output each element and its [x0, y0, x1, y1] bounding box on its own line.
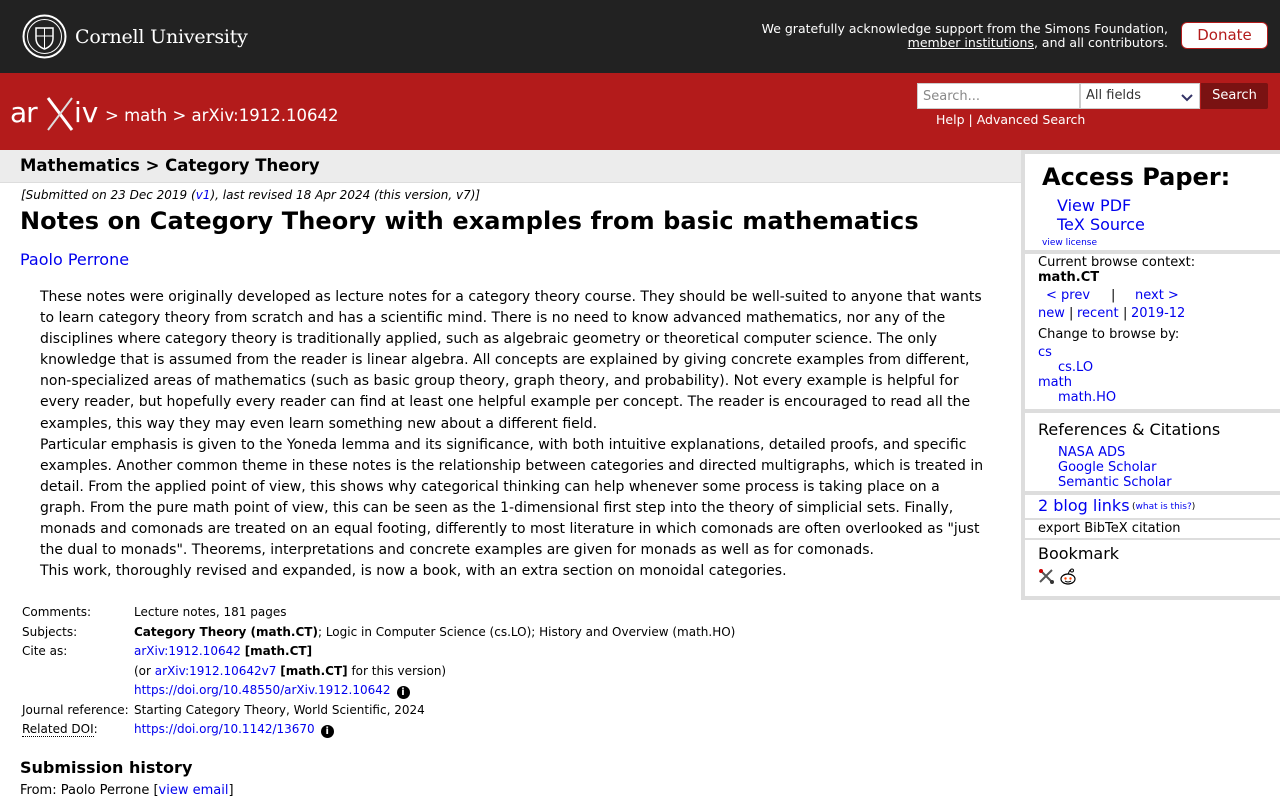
related-doi-abbr: Related DOI — [22, 722, 94, 736]
help-link[interactable]: Help — [936, 112, 965, 127]
browse-math-link[interactable]: math — [1038, 375, 1072, 390]
context-label: Current browse context: — [1038, 255, 1196, 270]
donate-button[interactable]: Donate — [1181, 22, 1268, 49]
empty-cell — [20, 664, 132, 684]
google-scholar-link[interactable]: Google Scholar — [1058, 460, 1157, 475]
bookmark-box — [1025, 540, 1280, 596]
colon: : — [93, 722, 98, 736]
cite-label: Cite as: — [22, 644, 68, 658]
metadata-table — [20, 605, 737, 742]
blog-links-box — [1025, 495, 1280, 518]
journal-label: Journal reference: — [22, 702, 129, 717]
related-doi-value — [132, 722, 737, 742]
cornell-logo[interactable] — [22, 14, 248, 59]
paper-title: Notes on Category Theory with examples from basic mathematics — [20, 207, 919, 235]
search-field-select[interactable] — [1080, 83, 1200, 109]
search-field-value: All fields — [1086, 88, 1142, 103]
blog-what-is-this: (what is this?) — [1132, 502, 1196, 512]
metadata-row-comments — [20, 605, 737, 625]
bibtex-box — [1025, 520, 1280, 538]
abstract-paragraph: Particular emphasis is given to the Yoneda lemma and its significance, with both intuitive explanations, detailed proofs, and specific examples. Another common theme in these notes is the relationship between categories and directed multigraphs, which is treated in detail. From the applied point of view, this shows why categorical thinking can help whenever some process is taking place on a graph. From the pure math point of view, this can be seen as the 1-dimensional first step into the theory of simplicial sets. Finally, monads and comonads are treated on an equal footing, differently to most literature in which comonads are often overlooked as "just the dual to monads". Theorems, interpretations and concrete examples are given for monads as well as for comonads. — [40, 436, 984, 559]
chevron-down-icon — [1181, 87, 1193, 111]
secondary-subjects: ; Logic in Computer Science (cs.LO); History and Overview (math.HO) — [317, 624, 736, 639]
view-license-link[interactable]: view license — [1042, 238, 1098, 248]
cite-value — [132, 644, 737, 664]
cite-id-link[interactable]: arXiv:1912.10642 — [134, 644, 241, 658]
cornell-wordmark: Cornell University — [75, 25, 248, 48]
cite-version-link[interactable]: arXiv:1912.10642v7 — [154, 663, 277, 678]
breadcrumb-separator: > — [105, 106, 119, 125]
metadata-row-journal — [20, 703, 737, 723]
submission-dateline — [21, 188, 480, 202]
journal-value: Starting Category Theory, World Scientific, 2024 — [134, 702, 425, 717]
nasa-ads-link[interactable]: NASA ADS — [1058, 445, 1126, 460]
arxiv-logo-icon[interactable] — [10, 94, 102, 134]
sidebar — [1021, 150, 1280, 600]
abstract-paragraph: These notes were originally developed as lecture notes for a category theory course. They should be well-suited to anyone that wants to learn category theory from scratch and has a scientific mind. There is no need to know advanced mathematics, nor any of the disciplines where category theory is traditionally applied, such as algebraic geometry or theoretical computer science. The only knowledge that is assumed from the reader is linear algebra. All concepts are explained by giving concrete examples from different, non-specialized areas of mathematics (such as basic group theory, graph theory, and probability). Not every example is helpful for every reader, but hopefully every reader can find at least one helpful example per concept. The reader is encouraged to read all the examples, this way they may even learn something new about a different field. — [40, 289, 982, 432]
view-email-link[interactable]: view email — [158, 783, 229, 798]
references-box — [1025, 413, 1280, 491]
category-subheader — [0, 150, 1021, 183]
semantic-scholar-link[interactable]: Semantic Scholar — [1058, 475, 1172, 490]
separator: | — [968, 112, 973, 127]
related-doi-label — [20, 722, 132, 742]
context-value: math.CT — [1038, 270, 1100, 285]
search-input[interactable] — [917, 83, 1080, 109]
new-link[interactable]: new — [1038, 306, 1065, 321]
from-text: From: Paolo Perrone [ — [20, 783, 159, 798]
comments-value: Lecture notes, 181 pages — [134, 605, 287, 619]
doi-value — [132, 683, 737, 703]
separator: | — [1111, 288, 1116, 303]
support-tail: , and all contributors. — [1033, 35, 1168, 50]
version-v1-link[interactable]: v1 — [195, 188, 211, 202]
browse-cs-link[interactable]: cs — [1038, 345, 1052, 360]
references-heading: References & Citations — [1038, 420, 1221, 439]
export-bibtex-link[interactable]: export BibTeX citation — [1038, 521, 1181, 536]
top-bar — [0, 0, 1280, 73]
reddit-icon[interactable] — [1059, 568, 1077, 586]
bookmark-icons — [1038, 568, 1077, 586]
help-links — [936, 112, 1085, 127]
primary-subject: Category Theory (math.CT) — [134, 624, 318, 639]
info-icon[interactable]: i — [397, 686, 410, 699]
browse-math-ho-link[interactable]: math.HO — [1058, 390, 1117, 405]
dateline-text: ), last revised 18 Apr 2024 (this version, v7)] — [210, 188, 481, 202]
next-link[interactable]: next > — [1135, 288, 1179, 303]
metadata-row-cite-version — [20, 664, 737, 684]
breadcrumb-math[interactable]: math — [124, 106, 168, 125]
tex-source-link[interactable]: TeX Source — [1057, 215, 1145, 234]
separator: | — [1069, 306, 1074, 321]
cite-category: [math.CT] — [280, 663, 348, 678]
breadcrumb-paper-id: arXiv:1912.10642 — [191, 106, 339, 125]
cite-version — [132, 664, 737, 684]
view-pdf-link[interactable]: View PDF — [1057, 196, 1132, 215]
info-icon[interactable]: i — [321, 725, 334, 738]
arxiv-header — [0, 73, 1280, 150]
access-paper-heading: Access Paper: — [1042, 163, 1231, 191]
recent-link[interactable]: recent — [1077, 306, 1119, 321]
metadata-row-cite — [20, 644, 737, 664]
prev-link[interactable]: < prev — [1046, 288, 1091, 303]
change-browse-label: Change to browse by: — [1038, 327, 1180, 342]
author-link[interactable]: Paolo Perrone — [20, 250, 130, 269]
submission-history-from — [20, 783, 234, 798]
subjects-label: Subjects: — [22, 624, 78, 639]
cite-for-version: for this version) — [351, 663, 447, 678]
advanced-search-link[interactable]: Advanced Search — [976, 112, 1086, 127]
blog-links-link[interactable]: 2 blog links — [1038, 496, 1130, 515]
related-doi-link[interactable]: https://doi.org/10.1142/13670 — [134, 722, 315, 736]
member-institutions-link[interactable]: member institutions — [907, 35, 1034, 50]
browse-context-box — [1025, 254, 1280, 409]
cornell-seal-icon — [22, 14, 67, 59]
what-is-this-link[interactable]: what is this? — [1135, 502, 1192, 512]
doi-link[interactable]: https://doi.org/10.48550/arXiv.1912.10642 — [134, 683, 391, 697]
abstract-paragraph: This work, thoroughly revised and expanded, is now a book, with an extra section on monoidal categories. — [40, 563, 787, 580]
metadata-row-doi — [20, 683, 737, 703]
category-title: Mathematics > Category Theory — [20, 156, 320, 175]
bibsonomy-icon[interactable] — [1038, 568, 1055, 584]
month-link[interactable]: 2019-12 — [1131, 306, 1186, 321]
svg-text:ar: ar — [10, 96, 37, 129]
abstract — [40, 287, 985, 582]
dateline-text: [Submitted on 23 Dec 2019 ( — [21, 188, 196, 202]
breadcrumb — [105, 106, 338, 125]
search-button[interactable]: Search — [1201, 83, 1268, 109]
svg-text:iv: iv — [74, 96, 99, 129]
metadata-row-related-doi — [20, 722, 737, 742]
cite-or: (or — [134, 663, 151, 678]
metadata-row-subjects — [20, 625, 737, 645]
bracket: ] — [228, 783, 234, 798]
bookmark-heading: Bookmark — [1038, 544, 1120, 563]
submission-history-heading: Submission history — [20, 758, 193, 777]
subjects-value — [132, 625, 737, 645]
cite-category: [math.CT] — [244, 644, 313, 658]
breadcrumb-separator: > — [172, 106, 187, 125]
empty-cell — [20, 683, 132, 703]
support-acknowledgement — [762, 22, 1168, 50]
browse-cs-lo-link[interactable]: cs.LO — [1058, 360, 1094, 375]
separator: | — [1123, 306, 1128, 321]
comments-label: Comments: — [22, 605, 92, 619]
access-paper-box — [1025, 154, 1280, 250]
support-text: We gratefully acknowledge support from the Simons Foundation, — [761, 21, 1168, 36]
